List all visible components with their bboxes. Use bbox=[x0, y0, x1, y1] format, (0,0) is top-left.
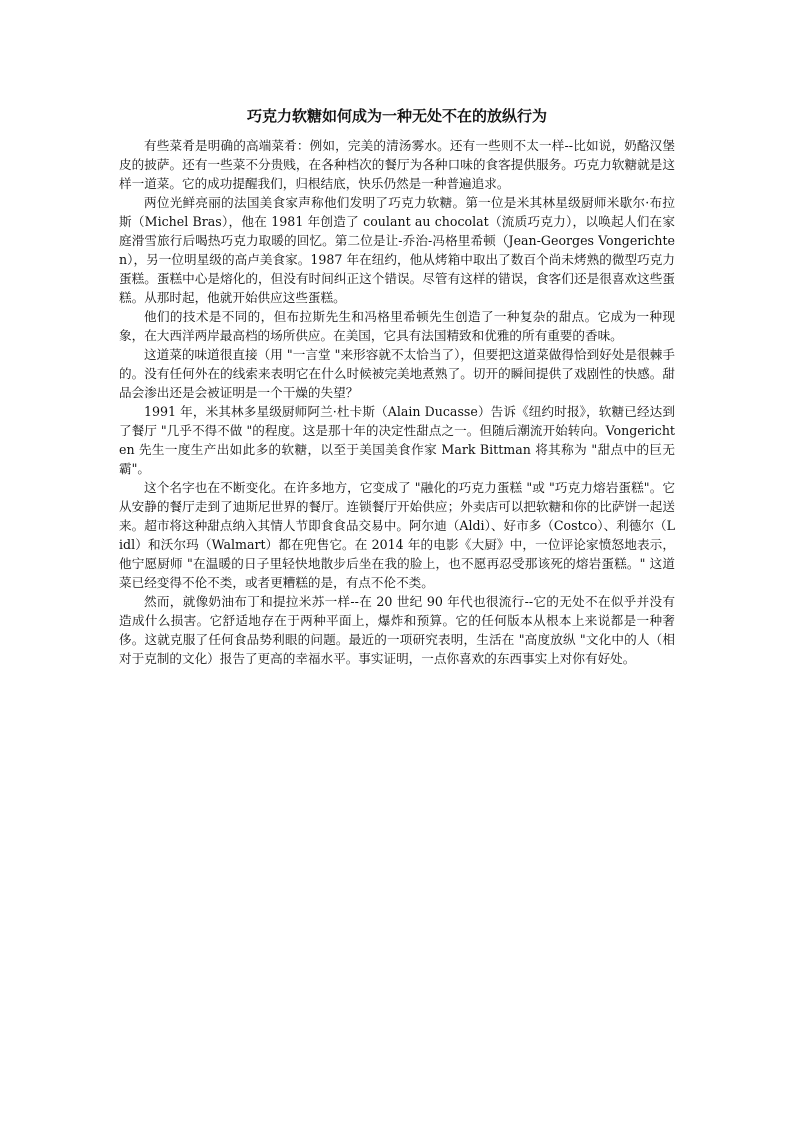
document-title: 巧克力软糖如何成为一种无处不在的放纵行为 bbox=[246, 107, 547, 125]
paragraph-intro: 有些菜肴是明确的高端菜肴：例如，完美的清汤雾水。还有一些则不太一样--比如说，奶酪汉堡皮的披萨。还有一些菜不分贵贱，在各种档次的餐厅为各种口味的食客提供服务。巧克力软糖就是这样一道菜。它的成功提醒我们，归根结底，快乐仍然是一种普遍追求。 bbox=[119, 138, 675, 191]
paragraph-name-change: 这个名字也在不断变化。在许多地方，它变成了 "融化的巧克力蛋糕 "或 "巧克力熔岩蛋糕"。它从安静的餐厅走到了迪斯尼世界的餐厅。连锁餐厅开始供应；外卖店可以把软糖和你的比萨饼一起送来。超市将这种甜点纳入其情人节即食食品交易中。阿尔迪（Aldi）、好市多（Costco）、利德尔（Lidl）和沃尔玛（Walmart）都在兜售它。在 2014 年的电影《大厨》中，一位评论家愤怒地表示，他宁愿厨师 "在温暖的日子里轻快地散步后坐在我的脸上，也不愿再忍受那该死的熔岩蛋糕。" 这道菜已经变得不伦不类，或者更糟糕的是，有点不伦不类。 bbox=[119, 480, 675, 590]
paragraph-conclusion: 然而，就像奶油布丁和提拉米苏一样--在 20 世纪 90 年代也很流行--它的无处不在似乎并没有造成什么损害。它舒适地存在于两种平面上，爆炸和预算。它的任何版本从根本上来说都是一种奢侈。这就克服了任何食品势利眼的问题。最近的一项研究表明，生活在 "高度放纵 "文化中的人（相对于克制的文化）报告了更高的幸福水平。事实证明，一点你喜欢的东西事实上对你有好处。 bbox=[119, 594, 675, 666]
paragraph-taste: 这道菜的味道很直接（用 "一言堂 "来形容就不太恰当了），但要把这道菜做得恰到好处是很棘手的。没有任何外在的线索来表明它在什么时候被完美地煮熟了。切开的瞬间提供了戏剧性的快感。甜品会渗出还是会被证明是一个干燥的失望？ bbox=[119, 347, 675, 400]
document-body bbox=[119, 104, 675, 668]
paragraph-history: 1991 年，米其林多星级厨师阿兰·杜卡斯（Alain Ducasse）告诉《纽约时报》，软糖已经达到了餐厅 "几乎不得不做 "的程度。这是那十年的决定性甜点之一。但随后潮流开始转向。Vongerichten 先生一度生产出如此多的软糖，以至于美国美食作家 Mark Bittman 将其称为 "甜点中的巨无霸"。 bbox=[119, 404, 675, 476]
paragraph-origin: 两位光鲜亮丽的法国美食家声称他们发明了巧克力软糖。第一位是米其林星级厨师米歇尔·布拉斯（Michel Bras），他在 1981 年创造了 coulant au chocolat（流质巧克力），以唤起人们在家庭滑雪旅行后喝热巧克力取暖的回忆。第二位是让-乔治-冯格里希顿（Jean-Georges Vongerichten），另一位明星级的高卢美食家。1987 年在纽约，他从烤箱中取出了数百个尚未烤熟的微型巧克力蛋糕。蛋糕中心是熔化的，但没有时间纠正这个错误。尽管有这样的错误，食客们还是很喜欢这些蛋糕。从那时起，他就开始供应这些蛋糕。 bbox=[119, 195, 675, 305]
paragraph-technique: 他们的技术是不同的，但布拉斯先生和冯格里希顿先生创造了一种复杂的甜点。它成为一种现象，在大西洋两岸最高档的场所供应。在美国，它具有法国精致和优雅的所有重要的香味。 bbox=[119, 309, 675, 343]
